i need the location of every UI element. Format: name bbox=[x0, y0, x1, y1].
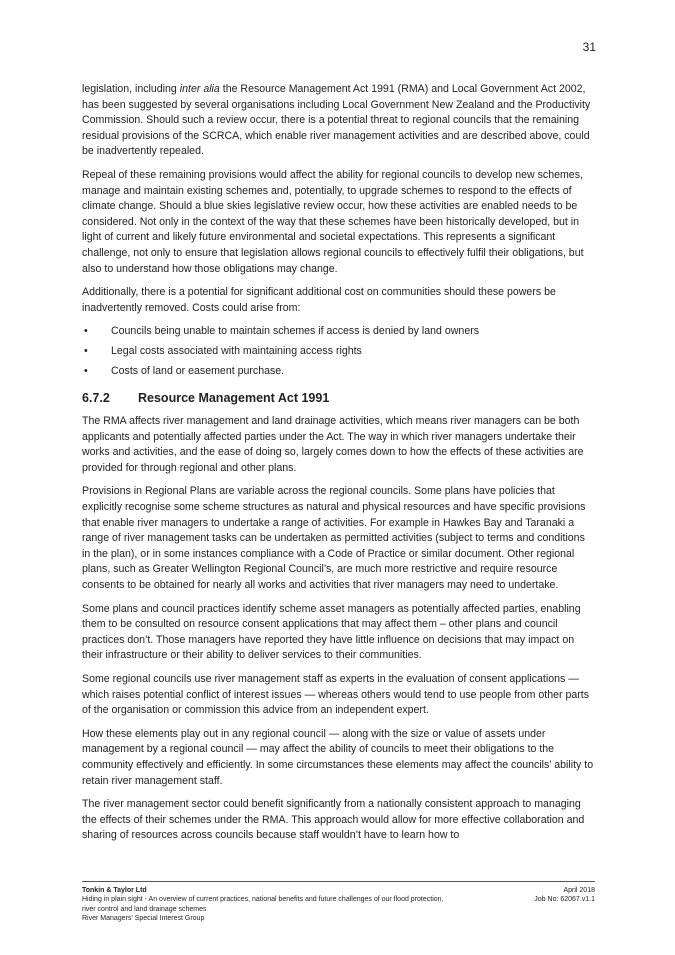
paragraph: Additionally, there is a potential for significant additional cost on communities should these powers be inadvertently removed. Costs could arise from: bbox=[82, 286, 556, 314]
bullet-list bbox=[82, 324, 595, 379]
footer-right bbox=[534, 886, 595, 905]
list-item bbox=[82, 344, 595, 360]
paragraph-top bbox=[82, 82, 595, 160]
footer-date: April 2018 bbox=[563, 887, 595, 894]
paragraph: The RMA affects river management and land drainage activities, which means river managers can be both applicants and potentially affected parties under the Act. The way in which river managers undertake their works and activities, and the ease of doing so, largely comes down to how the effects of these activities are provided for through regional and other plans. bbox=[82, 415, 584, 474]
footer-client: River Managers' Special Interest Group bbox=[82, 915, 205, 923]
footer-company: Tonkin & Taylor Ltd bbox=[82, 887, 147, 894]
paragraph: Some regional councils use river management staff as experts in the evaluation of consent applications — which raises potential conflict of interest issues — whereas others would tend to use people from other parts of the organisation or commission this advice from an independent expert. bbox=[82, 673, 589, 717]
text-run: legislation, including bbox=[82, 83, 180, 95]
list-item-text: Councils being unable to maintain schemes if access is denied by land owners bbox=[111, 325, 480, 338]
bullet-icon: • bbox=[84, 325, 88, 338]
page-number: 31 bbox=[582, 40, 596, 54]
page-footer bbox=[82, 881, 595, 924]
paragraph: Provisions in Regional Plans are variable across the regional councils. Some plans have policies that explicitly recognise some scheme structures as natural and physical resources and have specific provisions that enable river managers to undertake a range of activities. For example in Hawkes Bay and Taranaki a range of river management tasks can be undertaken as permitted activities (subject to terms and conditions in the plan), or in some instances compliance with a Code of Practice or similar document. Other regional plans, such as Greater Wellington Regional Council’s, are much more restrictive and require resource consents to be obtained for nearly all works and activities that river managers may need to undertake. bbox=[82, 485, 586, 592]
paragraph: Some plans and council practices identify scheme asset managers as potentially affected parties, enabling them to be consulted on resource consent applications that may affect them – other plans and council practices don’t. Those managers have reported they have little influence on decisions that may impact on their infrastructure or their ability to deliver services to their communities. bbox=[82, 602, 581, 662]
section-number: 6.7.2 bbox=[82, 391, 110, 406]
italic-text: inter alia bbox=[179, 83, 220, 95]
list-item-text: Costs of land or easement purchase. bbox=[111, 364, 285, 377]
bullet-icon: • bbox=[84, 344, 88, 357]
bullet-icon: • bbox=[84, 364, 88, 377]
list-item bbox=[82, 324, 595, 340]
document-body bbox=[82, 82, 595, 852]
section-heading bbox=[82, 391, 595, 405]
footer-left bbox=[82, 886, 452, 924]
footer-job-no: Job No: 62067.v1.1 bbox=[534, 896, 595, 904]
list-item-text: Legal costs associated with maintaining access rights bbox=[111, 344, 362, 357]
paragraph: The river management sector could benefit significantly from a nationally consistent approach to managing the effects of their schemes under the RMA. This approach would allow for more effective collaboration and sharing of resources across councils because staff wouldn’t have to learn how to bbox=[82, 798, 585, 842]
paragraph: Repeal of these remaining provisions would affect the ability for regional councils to develop new schemes, manage and maintain existing schemes and, potentially, to upgrade schemes to respond to the effects of climate change. Should a blue skies legislative review occur, how these activities are enabled needs to be considered. Not only in the context of the way that these schemes have been historically developed, but in light of current and likely future environmental and societal expectations. This represents a significant challenge, not only to ensure that legislation allows regional councils to effectively fulfil their obligations, but also to understand how those obligations may change. bbox=[82, 168, 584, 275]
text-run: the Resource Management Act 1991 (RMA) and Local Government Act 2002, has been suggested by several organisations including Local Government New Zealand and the Productivity Commission. Should such a review occur, there is a potential threat to regional councils that the remaining residual provisions of the SCRCA, which enable river management activities and are described above, could be inadvertently repealed. bbox=[82, 83, 591, 158]
footer-report-title: Hiding in plain sight - An overview of current practices, national benefits and future challenges of our flood protection, river control and land drainage schemes bbox=[82, 896, 444, 913]
paragraph: How these elements play out in any regional council — along with the size or value of assets under management by a regional council — may affect the ability of councils to meet their obligations to the community effectively and efficiently. In some circumstances these elements may affect the councils’ ability to retain river management staff. bbox=[82, 727, 594, 787]
section-title: Resource Management Act 1991 bbox=[138, 391, 330, 406]
list-item bbox=[82, 364, 595, 380]
